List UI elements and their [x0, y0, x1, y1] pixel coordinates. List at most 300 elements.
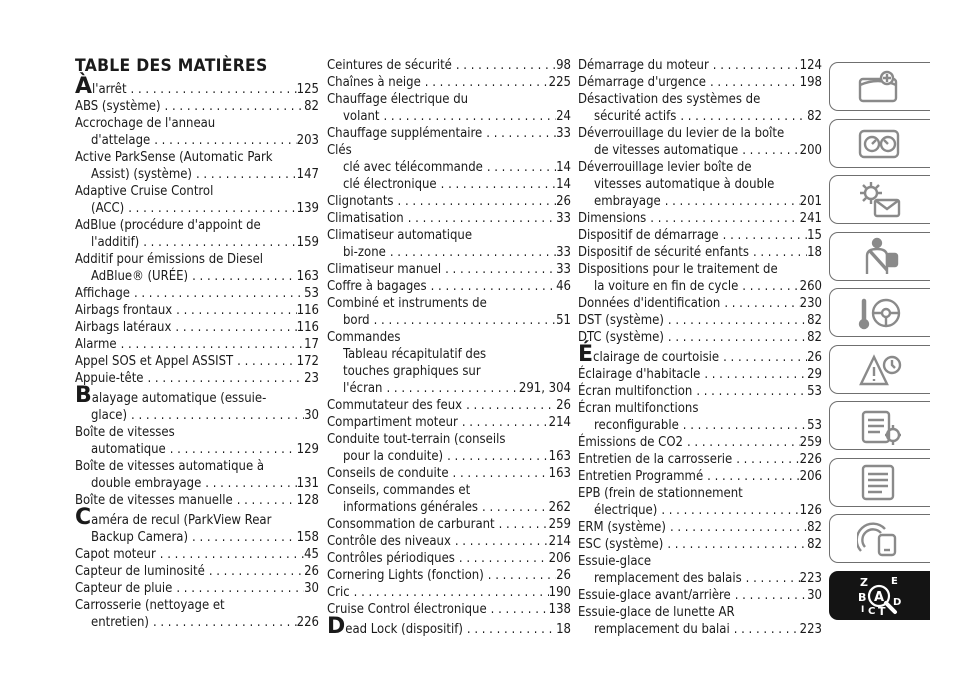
index-heading [75, 115, 319, 132]
section-letter: D [327, 614, 346, 639]
entry-label [327, 550, 455, 567]
index-entry [578, 278, 822, 295]
page-number[interactable]: 259 [548, 517, 571, 532]
dot-leader [661, 193, 800, 210]
entry-label [327, 414, 458, 431]
dot-leader [719, 227, 807, 244]
page-number[interactable]: 26 [556, 398, 571, 413]
page-number[interactable]: 260 [799, 279, 822, 294]
entry-text: Essuie-glace avant/arrière [578, 588, 731, 603]
page-number[interactable]: 259 [799, 435, 822, 450]
tab-technical-data[interactable] [829, 458, 930, 507]
page-number[interactable]: 82 [807, 520, 822, 535]
index-entry [75, 492, 319, 509]
index-heading [578, 125, 822, 142]
dot-leader [233, 353, 297, 370]
page-number[interactable]: 159 [296, 235, 319, 250]
dot-leader [421, 74, 549, 91]
entry-label [578, 57, 709, 74]
page-number[interactable]: 82 [807, 537, 822, 552]
index-heading [75, 424, 319, 441]
entry-label [75, 492, 233, 509]
entry-label [327, 261, 441, 278]
entry-label [91, 529, 188, 546]
heading-text: Essuie-glace [578, 554, 652, 569]
entry-label [327, 193, 394, 210]
dot-leader [709, 57, 800, 74]
dot-leader [404, 210, 556, 227]
dot-leader [720, 295, 799, 312]
entry-label [327, 584, 350, 601]
entry-text: Airbags frontaux [75, 303, 173, 318]
index-entry [578, 193, 822, 210]
index-entry [327, 159, 571, 176]
index-heading [327, 482, 571, 499]
dot-leader [130, 285, 304, 302]
page-number[interactable]: 33 [556, 245, 571, 260]
dot-leader [449, 465, 549, 482]
entry-text: Ceintures de sécurité [327, 58, 452, 73]
entry-label [343, 380, 382, 397]
page-number[interactable]: 225 [548, 75, 571, 90]
index-entry [327, 74, 571, 91]
page-number[interactable]: 214 [548, 415, 571, 430]
page-number[interactable]: 198 [799, 75, 822, 90]
index-entry [578, 210, 822, 227]
entry-label [91, 132, 150, 149]
index-entry [75, 74, 319, 99]
index-entry [327, 380, 571, 397]
index-heading [327, 329, 571, 346]
page-number[interactable]: 206 [799, 469, 822, 484]
heading-text: Carrosserie (nettoyage et [75, 598, 225, 613]
entry-text: Dispositif de démarrage [578, 228, 719, 243]
entry-text: volant [343, 109, 380, 124]
entry-label [91, 441, 166, 458]
page-number[interactable]: 124 [799, 58, 822, 73]
entry-label [343, 244, 386, 261]
page-number[interactable]: 26 [304, 564, 319, 579]
entry-text: Émissions de CO2 [578, 435, 683, 450]
index-heading [327, 295, 571, 312]
page-number[interactable]: 163 [548, 449, 571, 464]
index-letter-e: E [891, 576, 898, 587]
index-entry [578, 536, 822, 553]
page-number[interactable]: 226 [799, 452, 822, 467]
entry-label [343, 176, 437, 193]
heading-text: Adaptive Cruise Control [75, 184, 214, 199]
dot-leader [657, 502, 799, 519]
index-entry [327, 533, 571, 550]
page-number[interactable]: 33 [556, 126, 571, 141]
dot-leader [441, 261, 556, 278]
index-entry [75, 132, 319, 149]
dot-leader [394, 193, 557, 210]
index-entry [75, 234, 319, 251]
entry-label [91, 475, 201, 492]
entry-text: remplacement des balais [594, 571, 742, 586]
entry-text: ESC (système) [578, 537, 664, 552]
entry-text: Données d'identification [578, 296, 721, 311]
entry-text: Compartiment moteur [327, 415, 458, 430]
entry-label [91, 407, 127, 424]
index-entry [327, 614, 571, 639]
heading-text: alayage automatique (essuie- [91, 391, 267, 406]
entry-label [327, 601, 487, 618]
heading-text: Écran multifonctions [578, 401, 699, 416]
page-number[interactable]: 126 [799, 503, 822, 518]
page-number[interactable]: 26 [556, 568, 571, 583]
entry-text: Cornering Lights (fonction) [327, 568, 484, 583]
entry-label [327, 57, 452, 74]
index-entry [327, 108, 571, 125]
index-entry [327, 125, 571, 142]
index-column-3 [578, 57, 822, 638]
page-number[interactable]: 82 [807, 109, 822, 124]
dot-leader [455, 550, 549, 567]
page-number[interactable]: 129 [296, 442, 319, 457]
entry-text: Chauffage supplémentaire [327, 126, 483, 141]
entry-label [75, 353, 233, 370]
heading-text: Boîte de vitesses automatique à [75, 459, 265, 474]
page-number[interactable]: 163 [548, 466, 571, 481]
page-number[interactable]: 128 [296, 493, 319, 508]
entry-label [75, 580, 172, 597]
heading-text: Déverrouillage levier boîte de [578, 160, 752, 175]
entry-text: AdBlue® (URÉE) [91, 269, 189, 284]
entry-label [594, 621, 730, 638]
dot-leader [201, 475, 296, 492]
entry-text: Assist) (système) [91, 167, 192, 182]
entry-text: Commutateur des feux [327, 398, 463, 413]
page-number[interactable]: 262 [548, 500, 571, 515]
page-number[interactable]: 147 [296, 167, 319, 182]
entry-text: double embrayage [91, 476, 202, 491]
heading-text: Chauffage électrique du [327, 92, 469, 107]
page-number[interactable]: 53 [304, 286, 319, 301]
dot-leader [679, 417, 807, 434]
dot-leader [205, 563, 304, 580]
dot-leader [156, 546, 304, 563]
page-number[interactable]: 18 [556, 622, 571, 637]
entry-text: Éclairage d'habitacle [578, 367, 701, 382]
heading-text: Clés [327, 143, 352, 158]
entry-text: Cric [327, 585, 350, 600]
page-number[interactable]: 14 [556, 160, 571, 175]
entry-text: Affichage [75, 286, 130, 301]
entry-text: de vitesses automatique [594, 143, 739, 158]
tab-alphabetical-index[interactable] [829, 571, 930, 620]
dot-leader [495, 516, 549, 533]
heading-text: Conseils, commandes et [327, 483, 471, 498]
page-number[interactable]: 116 [296, 320, 319, 335]
entry-label [594, 108, 676, 125]
dot-leader [664, 329, 807, 346]
page-number[interactable]: 82 [807, 330, 822, 345]
index-entry [578, 74, 822, 91]
page-number[interactable]: 163 [296, 269, 319, 284]
entry-label [327, 516, 495, 533]
dot-leader [706, 74, 800, 91]
dot-leader [732, 451, 799, 468]
index-heading [578, 485, 822, 502]
entry-label [327, 533, 451, 550]
dot-leader [437, 176, 556, 193]
entry-label [327, 125, 482, 142]
dot-leader [703, 468, 800, 485]
index-entry [578, 57, 822, 74]
dot-leader [443, 448, 549, 465]
page-number[interactable]: 30 [304, 408, 319, 423]
index-heading [327, 431, 571, 448]
dot-leader [144, 370, 305, 387]
index-entry [578, 587, 822, 604]
index-entry [75, 370, 319, 387]
index-heading [327, 363, 571, 380]
page-number[interactable]: 53 [807, 418, 822, 433]
entry-label [75, 546, 156, 563]
entry-label [75, 302, 172, 319]
index-heading [578, 604, 822, 621]
page-number[interactable]: 201 [799, 194, 822, 209]
heading-text: Active ParkSense (Automatic Park [75, 150, 273, 165]
index-heading [75, 505, 319, 530]
dot-leader [427, 278, 557, 295]
entry-text: bord [343, 313, 370, 328]
entry-label [578, 244, 749, 261]
page-number[interactable]: 139 [296, 201, 319, 216]
entry-label [578, 295, 720, 312]
tab-steering-wheel[interactable] [829, 288, 930, 337]
page-number[interactable]: 172 [296, 354, 319, 369]
index-entry [327, 397, 571, 414]
emergency-triangle-icon [857, 349, 903, 389]
index-entry [327, 414, 571, 431]
section-letter: C [75, 505, 92, 530]
entry-label [327, 614, 463, 639]
index-column-1 [75, 74, 319, 631]
tab-warning-lights[interactable] [829, 175, 930, 224]
entry-text: Écran multifonction [578, 384, 693, 399]
tab-gauge-cluster[interactable] [829, 119, 930, 168]
dot-leader [188, 529, 297, 546]
page-number[interactable]: 30 [807, 588, 822, 603]
heading-text: Climatiseur automatique [327, 228, 473, 243]
dot-leader [484, 567, 556, 584]
dot-leader [370, 312, 557, 329]
entry-text: reconfigurable [594, 418, 679, 433]
page-number[interactable]: 30 [304, 581, 319, 596]
page-number[interactable]: 45 [304, 547, 319, 562]
page-number[interactable]: 82 [304, 99, 319, 114]
heading-text: Déverrouillage du levier de la boîte [578, 126, 785, 141]
dot-leader [124, 200, 296, 217]
index-heading [578, 400, 822, 417]
index-entry [75, 580, 319, 597]
heading-text: Boîte de vitesses [75, 425, 175, 440]
heading-text: Combiné et instruments de [327, 296, 487, 311]
page-number[interactable]: 23 [304, 371, 319, 386]
index-entry [578, 621, 822, 638]
index-letter-z: Z [860, 576, 868, 589]
entry-label [578, 366, 700, 383]
entry-label [594, 417, 679, 434]
tab-seatbelt-safety[interactable] [829, 232, 930, 281]
entry-label [594, 502, 657, 519]
page-number[interactable]: 53 [807, 384, 822, 399]
index-heading [327, 142, 571, 159]
entry-text: ead Lock (dispositif) [345, 622, 463, 637]
heading-text: Commandes [327, 330, 401, 345]
dot-leader [380, 108, 557, 125]
page-number[interactable]: 46 [556, 279, 571, 294]
dot-leader [482, 125, 556, 142]
entry-text: Entretien Programmé [578, 469, 704, 484]
index-entry [327, 244, 571, 261]
heading-text: Accrochage de l'anneau [75, 116, 216, 131]
car-dashboard-icon [857, 67, 903, 107]
page-number[interactable]: 291, 304 [518, 381, 571, 396]
index-heading [578, 553, 822, 570]
tab-maintenance[interactable] [829, 401, 930, 450]
index-entry [578, 383, 822, 400]
page-number[interactable]: 206 [548, 551, 571, 566]
index-entry [578, 227, 822, 244]
page-number[interactable]: 125 [296, 82, 319, 97]
entry-label [343, 448, 443, 465]
section-letter: B [75, 383, 92, 408]
index-entry [75, 200, 319, 217]
maintenance-icon [857, 406, 903, 446]
index-entry [578, 417, 822, 434]
dot-leader [172, 302, 297, 319]
page-number[interactable]: 82 [807, 313, 822, 328]
entry-label [578, 210, 646, 227]
page-number[interactable]: 131 [296, 476, 319, 491]
entry-label [594, 193, 661, 210]
heading-text: Tableau récapitulatif des [343, 347, 487, 362]
index-entry [75, 336, 319, 353]
page-number[interactable]: 214 [548, 534, 571, 549]
index-entry [327, 210, 571, 227]
entry-label [578, 383, 692, 400]
index-entry [327, 567, 571, 584]
entry-text: DST (système) [578, 313, 664, 328]
tab-emergency[interactable] [829, 345, 930, 394]
dot-leader [171, 319, 296, 336]
index-letter-t: T [878, 605, 886, 615]
page-number[interactable]: 200 [799, 143, 822, 158]
page-number[interactable]: 203 [296, 133, 319, 148]
entry-label [91, 268, 188, 285]
index-heading [327, 346, 571, 363]
page-number[interactable]: 98 [556, 58, 571, 73]
entry-text: Dispositif de sécurité enfants [578, 245, 749, 260]
entry-label [343, 159, 483, 176]
index-entry [327, 601, 571, 618]
page-number[interactable]: 18 [807, 245, 822, 260]
page-number[interactable]: 26 [556, 194, 571, 209]
index-heading [327, 227, 571, 244]
page-number[interactable]: 15 [807, 228, 822, 243]
entry-label [343, 108, 380, 125]
entry-label [578, 536, 663, 553]
page-number[interactable]: 26 [807, 350, 822, 365]
entry-text: clairage de courtoisie [593, 350, 720, 365]
index-entry [75, 319, 319, 336]
index-heading [578, 176, 822, 193]
entry-text: Consommation de carburant [327, 517, 495, 532]
index-entry [75, 407, 319, 424]
index-heading [75, 458, 319, 475]
entry-text: Contrôles périodiques [327, 551, 455, 566]
dot-leader [127, 81, 297, 98]
index-entry [327, 278, 571, 295]
entry-label [594, 142, 738, 159]
entry-label [91, 166, 192, 183]
dot-leader [350, 584, 549, 601]
index-letter-i: I [861, 605, 865, 615]
entry-text: Backup Camera) [91, 530, 189, 545]
page-number[interactable]: 24 [556, 109, 571, 124]
page-number[interactable]: 226 [296, 615, 319, 630]
page-number[interactable]: 29 [807, 367, 822, 382]
entry-text: glace) [91, 408, 128, 423]
page-number[interactable]: 223 [799, 571, 822, 586]
entry-text: entretien) [91, 615, 149, 630]
page-number[interactable]: 33 [556, 262, 571, 277]
dot-leader [749, 244, 807, 261]
page-number[interactable]: 241 [799, 211, 822, 226]
dot-leader [149, 614, 297, 631]
heading-text: améra de recul (ParkView Rear [91, 513, 272, 528]
index-entry [75, 563, 319, 580]
page-number[interactable]: 190 [548, 585, 571, 600]
entry-text: DTC (système) [578, 330, 664, 345]
page-number[interactable]: 223 [799, 622, 822, 637]
tab-multimedia[interactable] [829, 514, 930, 563]
entry-label [327, 74, 421, 91]
index-entry [327, 499, 571, 516]
dot-leader [692, 383, 807, 400]
index-entry [578, 108, 822, 125]
tab-car-dashboard[interactable] [829, 62, 930, 111]
page-number[interactable]: 33 [556, 211, 571, 226]
dot-leader [676, 108, 807, 125]
page-number[interactable]: 158 [296, 530, 319, 545]
page-number[interactable]: 14 [556, 177, 571, 192]
entry-label [75, 98, 161, 115]
index-entry [75, 98, 319, 115]
index-heading [75, 251, 319, 268]
index-entry [327, 193, 571, 210]
entry-text: électrique) [594, 503, 658, 518]
entry-label [91, 234, 139, 251]
dot-leader [646, 210, 799, 227]
entry-text: Capot moteur [75, 547, 156, 562]
page-number[interactable]: 51 [556, 313, 571, 328]
page-number[interactable]: 17 [304, 337, 319, 352]
index-entry [578, 329, 822, 346]
index-entry [578, 312, 822, 329]
chapter-tabs [829, 62, 931, 627]
page-number[interactable]: 230 [799, 296, 822, 311]
entry-text: la voiture en fin de cycle [594, 279, 739, 294]
page-number[interactable]: 138 [548, 602, 571, 617]
page-number[interactable]: 116 [296, 303, 319, 318]
index-entry [578, 244, 822, 261]
index-entry [327, 176, 571, 193]
